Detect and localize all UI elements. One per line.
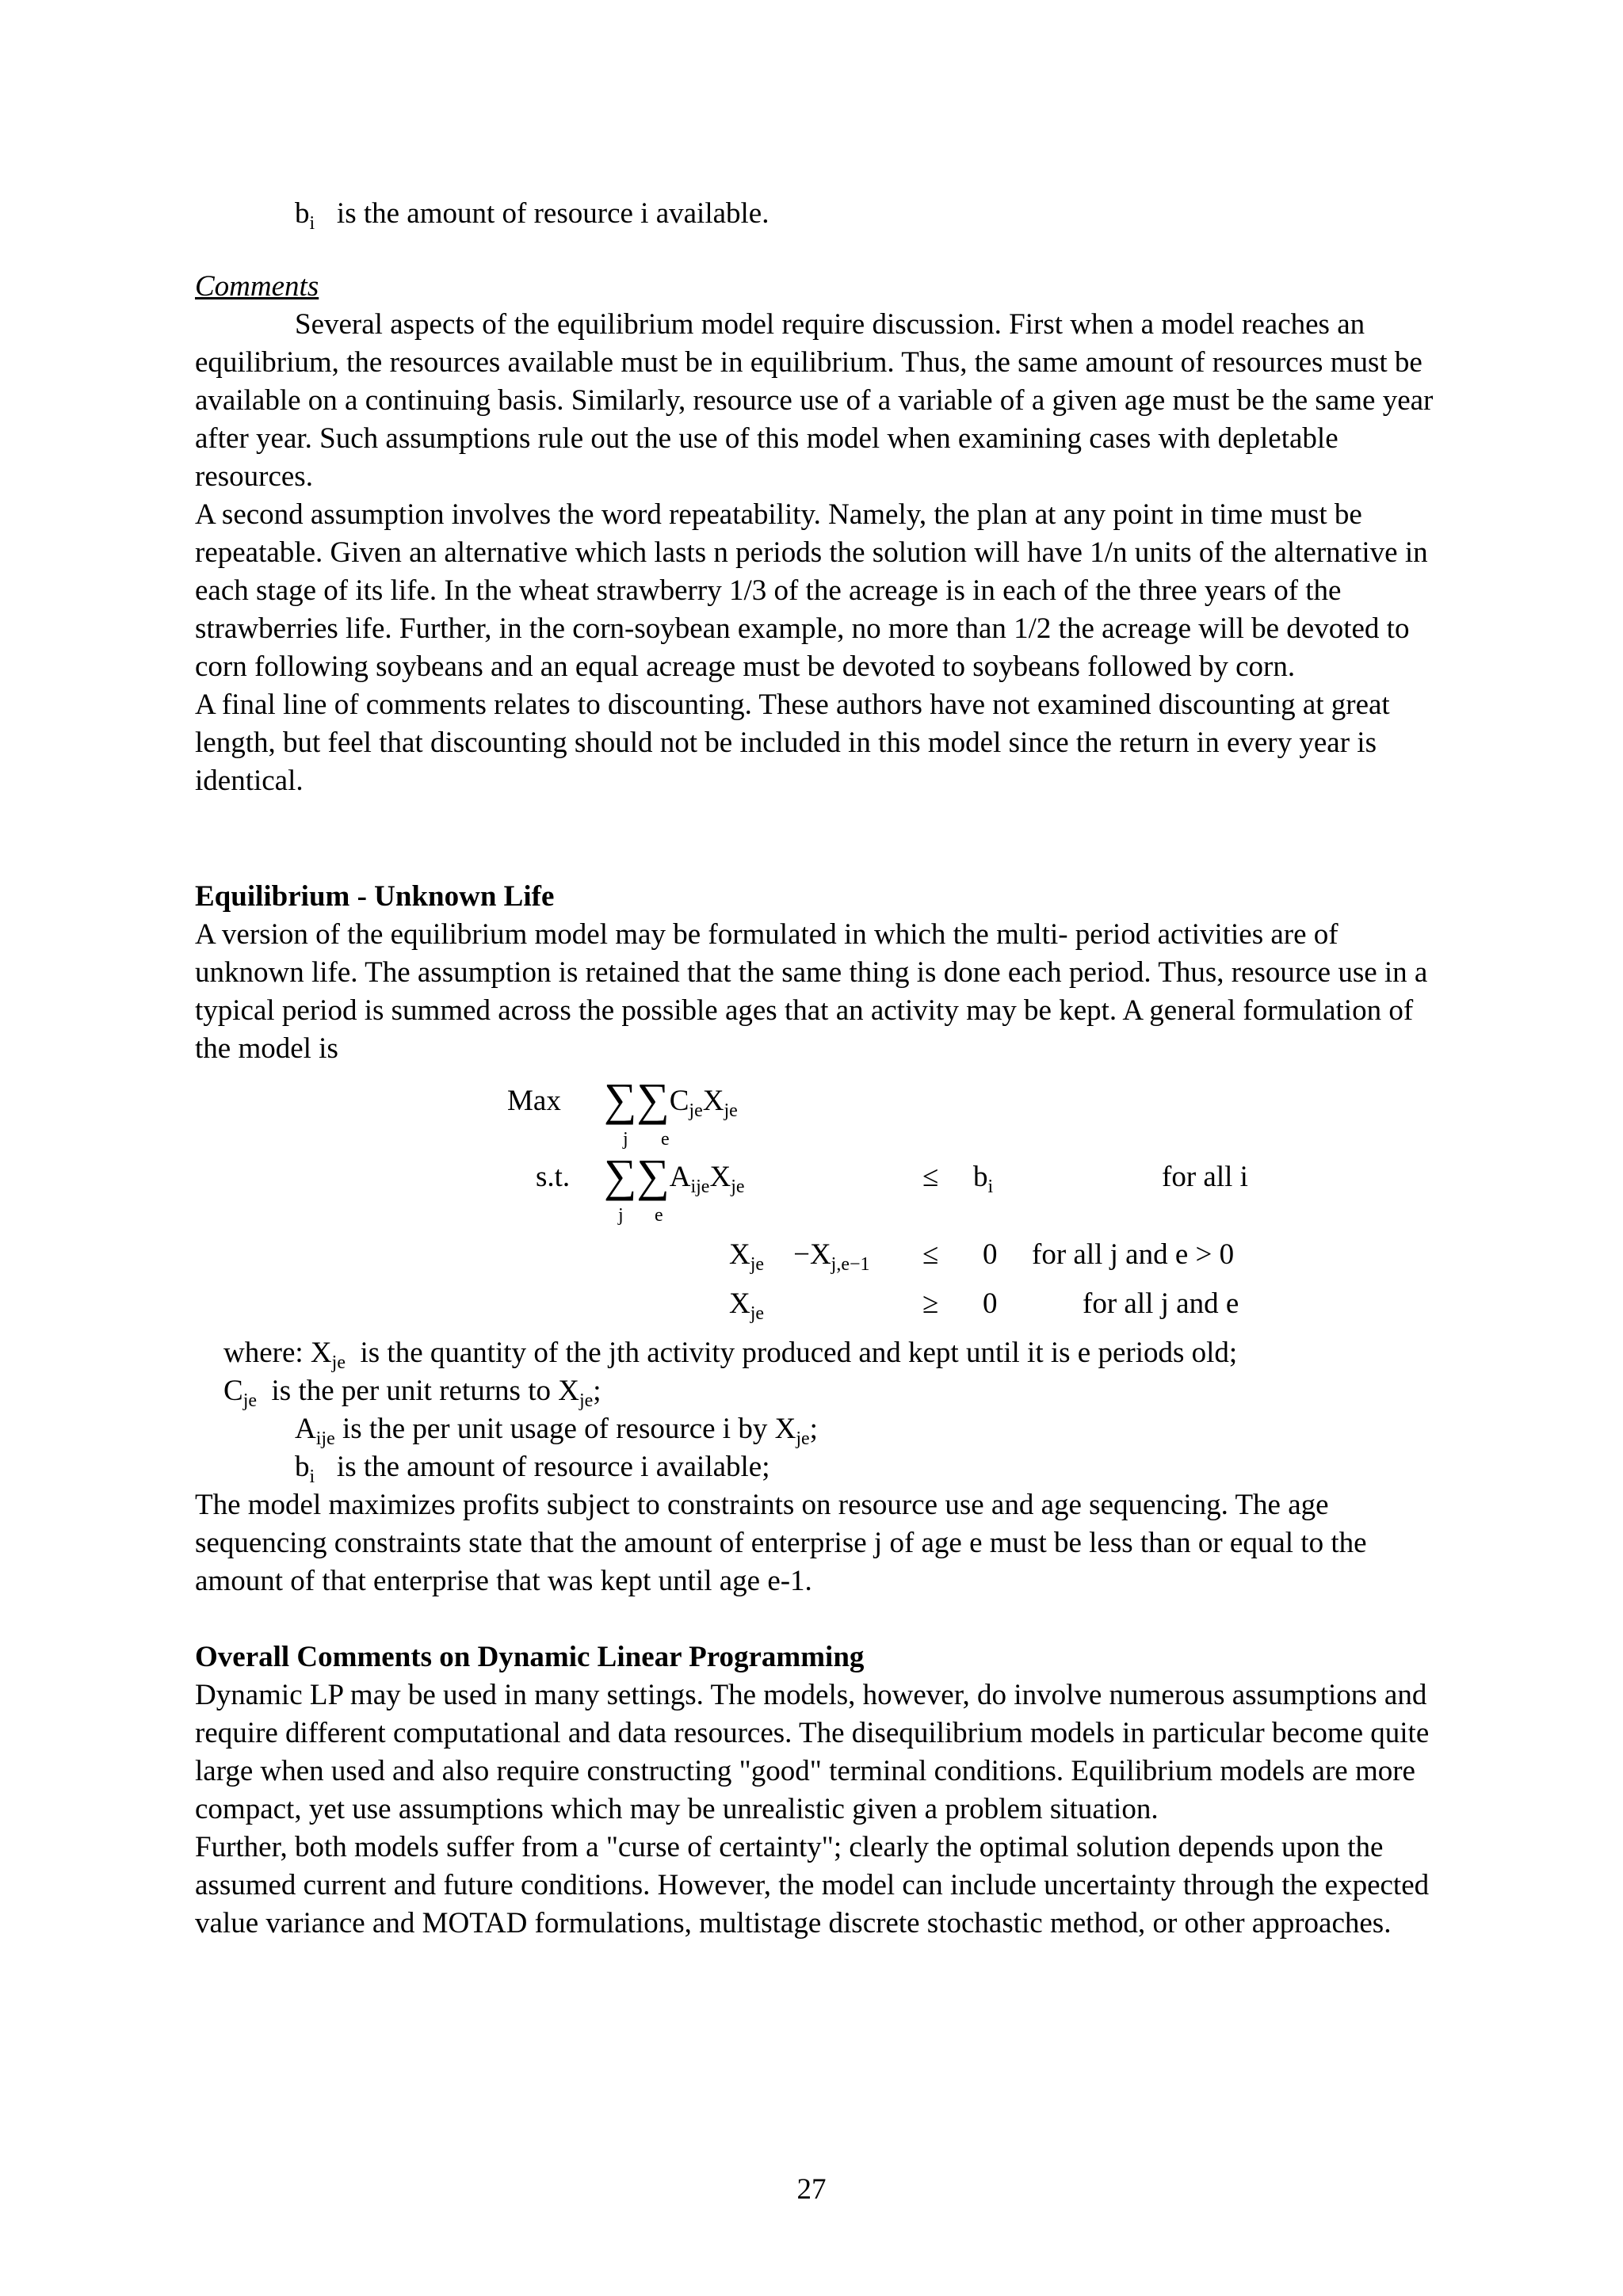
section-paragraph-1: Dynamic LP may be used in many settings. The models, however, do involve numerous assumptions and require different computational and data resources. The disequilibrium models in particular become quite large when used and also require constructing "good" terminal conditions. Equilibrium models are more compact, yet use assumptions which may be unrealistic given a problem situation. — [195, 1679, 1430, 1825]
st-label: s.t. — [536, 1161, 571, 1193]
section-paragraph: A version of the equilibrium model may be formulated in which the multi- period activities are of unknown life. The assumption is retained that the same thing is done each period. Thus, resource use in a typical period is summed across the possible ages that an activity may be kept. A general formulation of the model is — [195, 918, 1428, 1065]
nonnegativity-expression: $X_{je}$ — [729, 1287, 765, 1324]
condition-all-i: for all i — [1162, 1161, 1248, 1193]
comments-section — [195, 268, 1447, 800]
rhs-zero: 0 — [983, 1287, 998, 1320]
condition-all-j-e-gt0: for all j and e > 0 — [1032, 1238, 1235, 1271]
section-heading: Equilibrium - Unknown Life — [195, 880, 555, 913]
condition-all-j-e: for all j and e — [1083, 1287, 1239, 1320]
section1-closing — [195, 1486, 1447, 1600]
where-definition-4: $b_i$ is the amount of resource i available; — [295, 1451, 770, 1487]
age-sequence-expression: $X_{je}$ $-X_{j,e-1}$ — [729, 1238, 870, 1275]
constraint-resource-expression: $\sum\sum A_{ije}X_{je}$ — [604, 1150, 745, 1201]
le-symbol: ≤ — [922, 1238, 939, 1271]
section-paragraph-2: Further, both models suffer from a "curse of certainty"; clearly the optimal solution depends upon the assumed current and future conditions. However, the model can include uncertainty through the expected value variance and MOTAD formulations, multistage discrete stochastic method, or other approaches. — [195, 1831, 1430, 1939]
where-definition-3: $A_{ije}$ is the per unit usage of resource i by $X_{je}$; — [295, 1413, 818, 1449]
rhs-b: $b_i$ — [973, 1161, 994, 1197]
definition-b-line: $b_i$ is the amount of resource i available. — [295, 197, 769, 234]
le-symbol: ≤ — [922, 1161, 939, 1193]
sum-index-e: e — [655, 1205, 663, 1226]
closing-paragraph: The model maximizes profits subject to constraints on resource use and age sequencing. The age sequencing constraints state that the amount of enterprise j of age e must be less than or equal to the amount of that enterprise that was kept until age e-1. — [195, 1489, 1367, 1597]
comments-paragraph-1: Several aspects of the equilibrium model require discussion. First when a model reaches an equilibrium, the resources available must be in equilibrium. Thus, the same amount of resources must be available on a continuing basis. Similarly, resource use of a variable of a given age must be the same year after year. Such assumptions rule out the use of this model when examining cases with depletable resources. — [195, 308, 1434, 493]
page-number: 27 — [796, 2173, 827, 2206]
comments-paragraph-3: A final line of comments relates to discounting. These authors have not examined discounting at great length, but feel that discounting should not be included in this model since the return in every year is identical. — [195, 688, 1390, 797]
where-definition-1: where: $X_{je}$ is the quantity of the jth activity produced and kept until it is e periods old; — [223, 1337, 1238, 1373]
max-label: Max — [507, 1085, 561, 1117]
where-definition-2: $C_{je}$ is the per unit returns to $X_{je}$; — [223, 1375, 601, 1411]
rhs-zero: 0 — [983, 1238, 998, 1271]
ge-symbol: ≥ — [922, 1287, 939, 1320]
section-equilibrium-unknown-life — [195, 878, 1447, 1068]
sum-index-j: j — [618, 1205, 624, 1226]
comments-label: Comments — [195, 270, 319, 303]
objective-expression: $\sum\sum C_{je}X_{je}$ — [604, 1074, 738, 1125]
sum-index-j: j — [623, 1129, 628, 1150]
comments-paragraph-2: A second assumption involves the word repeatability. Namely, the plan at any point in time must be repeatable. Given an alternative which lasts n periods the solution will have 1/n units of the alternative in each stage of its life. In the wheat strawberry 1/3 of the acreage is in each of the three years of the strawberries life. Further, in the corn-soybean example, no more than 1/2 the acreage will be devoted to corn following soybeans and an equal acreage must be devoted to soybeans followed by corn. — [195, 498, 1428, 683]
section-overall-comments — [195, 1638, 1447, 1943]
sum-index-e: e — [661, 1129, 670, 1150]
section-heading: Overall Comments on Dynamic Linear Programming — [195, 1641, 865, 1673]
